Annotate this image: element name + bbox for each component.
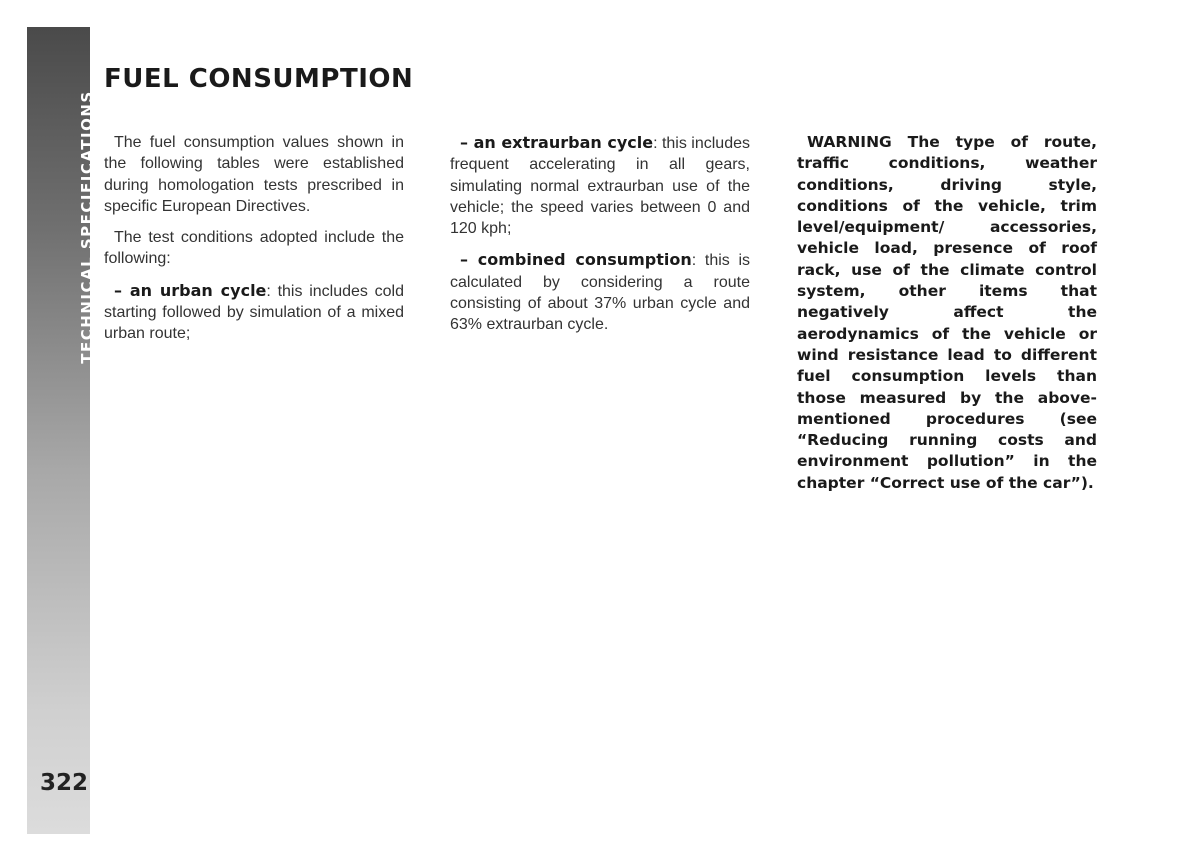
extraurban-cycle-text: : this includes frequent accelerating in all gears, simulating normal extraurban use of the vehicle; the speed varies between 0 and 120 kph; bbox=[450, 135, 750, 238]
extraurban-cycle-term: – an extraurban cycle bbox=[460, 133, 654, 152]
warning-column bbox=[797, 132, 1097, 504]
test-conditions-paragraph: The test conditions adopted include the following: bbox=[104, 229, 404, 268]
urban-cycle-paragraph bbox=[104, 280, 404, 345]
warning-paragraph: WARNING The type of route, traffic conditions, weather conditions, driving style, conditions of the vehicle, trim level/equipment/ accessories, vehicle load, presence of roof rack, use of the climate control system, other items that negatively affect the aerodynamics of the vehicle or wind resistance lead to different fuel consumption levels than those measured by the above-mentioned procedures (see “Reducing running costs and environment pollution” in the chapter “Correct use of the car”). bbox=[797, 133, 1097, 492]
combined-consumption-paragraph bbox=[450, 249, 750, 335]
text-column-1 bbox=[104, 132, 404, 355]
section-label: TECHNICAL SPECIFICATIONS bbox=[78, 90, 96, 364]
page-number: 322 bbox=[40, 770, 89, 796]
combined-consumption-text: : this is calculated by considering a route consisting of about 37% urban cycle and 63% extraurban cycle. bbox=[450, 252, 750, 334]
extraurban-cycle-paragraph bbox=[450, 132, 750, 239]
urban-cycle-term: – an urban cycle bbox=[114, 280, 267, 300]
intro-paragraph: The fuel consumption values shown in the following tables were established during homologation tests prescribed in specific European Directives. bbox=[104, 134, 404, 215]
page-title: FUEL CONSUMPTION bbox=[104, 64, 414, 94]
combined-consumption-term: – combined consumption bbox=[460, 250, 692, 270]
text-column-2 bbox=[450, 132, 750, 346]
urban-cycle-text: : this includes cold starting followed by simulation of a mixed urban route; bbox=[104, 282, 404, 343]
side-tab bbox=[27, 27, 96, 834]
